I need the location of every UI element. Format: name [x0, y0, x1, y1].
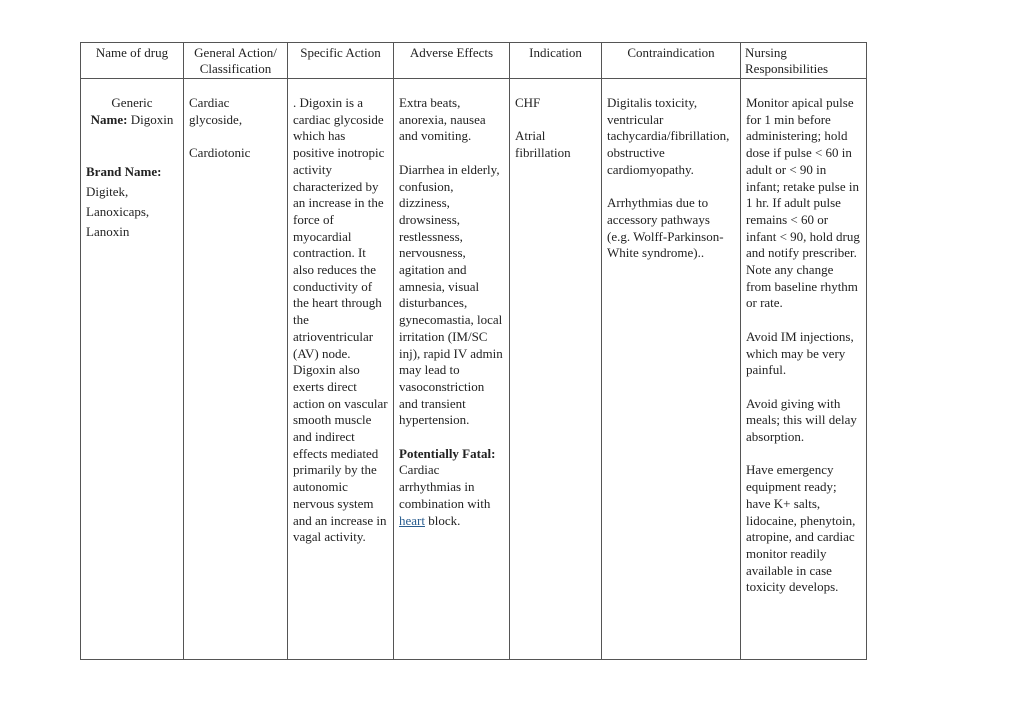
- drug-table: [80, 42, 867, 660]
- brand-item: Digitek,: [86, 183, 129, 199]
- header-adverse: Adverse Effects: [394, 43, 510, 79]
- brand-item: Lanoxicaps,: [86, 203, 150, 219]
- cell-nursing: [741, 79, 867, 660]
- brand-item: Lanoxin: [86, 223, 130, 239]
- nursing-p2: Avoid IM injections, which may be very painful.: [746, 328, 854, 378]
- header-indication: Indication: [510, 43, 602, 79]
- nursing-p3: Avoid giving with meals; this will delay absorption.: [746, 395, 857, 445]
- heart-link[interactable]: heart: [399, 512, 425, 528]
- header-general: General Action/ Classification: [184, 43, 288, 79]
- name-label: Name:: [90, 111, 128, 127]
- header-specific: Specific Action: [288, 43, 394, 79]
- brand-label: [86, 162, 178, 182]
- classification-type: Cardiotonic: [189, 145, 251, 161]
- header-nursing: Nursing Responsibilities: [741, 43, 867, 79]
- fatal-end: block.: [428, 512, 461, 528]
- cell-specific: [288, 79, 394, 660]
- brand-label-text: Brand Name:: [86, 163, 162, 179]
- nursing-p1: Monitor apical pulse for 1 min before administering; hold dose if pulse < 60 in adult or < 90 in infant; retake pulse in 1 hr. If adult pulse remains < 60 or infant < 90, hold drug and notify prescriber. Note any change from baseline rhythm or rate.: [746, 95, 860, 311]
- header-name: Name of drug: [81, 43, 184, 79]
- header-contraindication: Contraindication: [602, 43, 741, 79]
- adverse-p1: Extra beats, anorexia, nausea and vomiting.: [399, 95, 486, 144]
- generic-label: Generic: [111, 95, 153, 110]
- indication-item: CHF: [515, 95, 541, 110]
- contra-p1: Digitalis toxicity, ventricular tachycardia/fibrillation, obstructive cardiomyopathy.: [607, 95, 730, 177]
- adverse-fatal: [399, 446, 504, 530]
- classification: Cardiac glycoside,: [189, 95, 243, 127]
- generic-name: Digoxin: [130, 111, 174, 127]
- contra-p2: Arrhythmias due to accessory pathways (e.g. Wolff-Parkinson-White syndrome)..: [607, 195, 724, 261]
- nursing-p4: Have emergency equipment ready; have K+ salts, lidocaine, phenytoin, atropine, and cardiac monitor readily available in case toxicity develops.: [746, 462, 856, 595]
- cell-general: [184, 79, 288, 660]
- cell-name: [81, 79, 184, 660]
- fatal-text: Cardiac arrhythmias in combination with: [399, 462, 491, 511]
- table-row: [81, 79, 867, 660]
- cell-contraindication: [602, 79, 741, 660]
- indication-item: Atrial fibrillation: [515, 128, 571, 161]
- fatal-label: Potentially Fatal:: [399, 445, 496, 461]
- generic-name-line: [86, 112, 178, 129]
- adverse-p2: Diarrhea in elderly, confusion, dizziness, drowsiness, restlessness, nervousness, agitation and amnesia, visual disturbances, gynecomastia, local irritation (IM/SC inj), rapid IV admin may lead to vasoconstriction and transient hypertension.: [399, 161, 503, 428]
- header-row: [81, 43, 867, 79]
- specific-action-text: . Digoxin is a cardiac glycoside which has positive inotropic activity characterized by an increase in the force of myocardial contraction. It also reduces the conductivity of the heart through the atrioventricular (AV) node. Digoxin also exerts direct action on vascular smooth muscle and indirect effects mediated primarily by the autonomic nervous system and an increase in vagal activity.: [293, 95, 388, 545]
- cell-adverse: [394, 79, 510, 660]
- cell-indication: [510, 79, 602, 660]
